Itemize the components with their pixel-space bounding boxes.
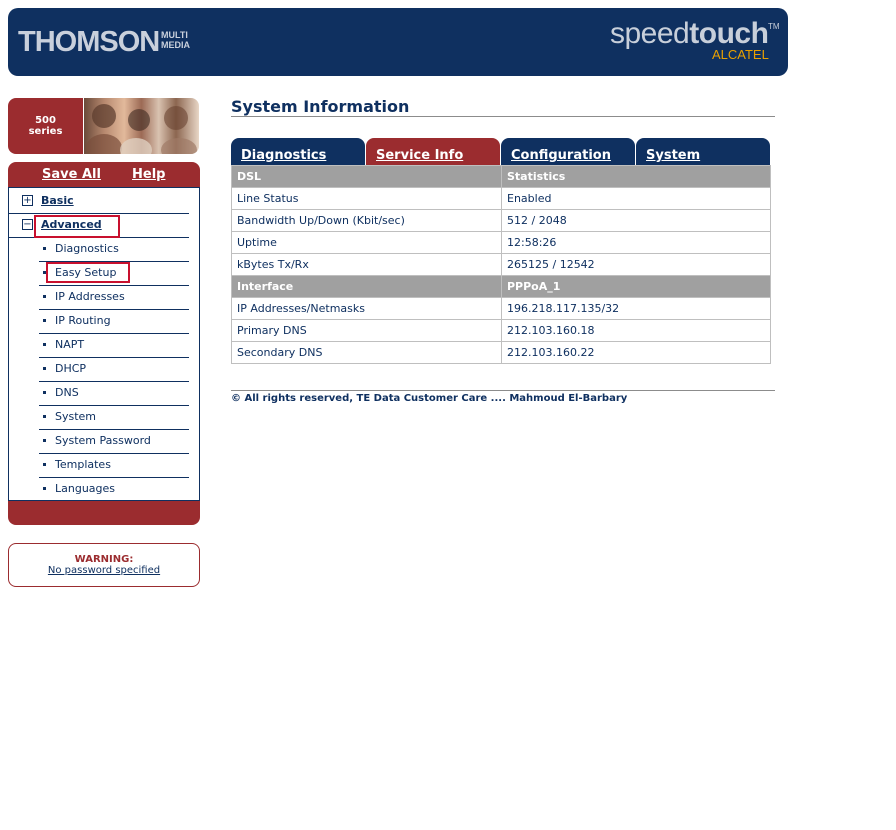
nav-subitem-dns[interactable] — [39, 381, 189, 406]
alcatel-logo: ALCATEL — [712, 47, 769, 62]
save-all-link[interactable]: Save All — [42, 167, 101, 182]
table-cell-value: 212.103.160.18 — [502, 320, 771, 342]
bullet-icon — [43, 343, 46, 346]
footer-divider — [231, 390, 775, 391]
table-cell-label: kBytes Tx/Rx — [232, 254, 502, 276]
nav-subitem-label[interactable]: IP Addresses — [55, 290, 125, 303]
easy-setup-highlight-box — [46, 262, 130, 283]
nav-footer-bar — [8, 501, 200, 525]
table-cell-label: Bandwidth Up/Down (Kbit/sec) — [232, 210, 502, 232]
table-cell-value: 196.218.117.135/32 — [502, 298, 771, 320]
table-cell-value: PPPoA_1 — [502, 276, 771, 298]
tab-configuration[interactable] — [501, 138, 635, 165]
nav-subitem-label[interactable]: DHCP — [55, 362, 87, 375]
nav-subitem-ip-routing[interactable] — [39, 309, 189, 334]
table-cell-value: 212.103.160.22 — [502, 342, 771, 364]
speedtouch-logo: speedtouch — [610, 17, 769, 50]
table-cell-value: Enabled — [502, 188, 771, 210]
nav-subitem-label[interactable]: Easy Setup — [55, 266, 117, 279]
nav-subitem-label[interactable]: IP Routing — [55, 314, 111, 327]
nav-subitem-napt[interactable] — [39, 333, 189, 358]
bullet-icon — [43, 391, 46, 394]
tab-label[interactable]: System — [646, 148, 701, 163]
plus-icon[interactable]: + — [23, 195, 32, 206]
bullet-icon — [43, 319, 46, 322]
nav-item-label[interactable]: Advanced — [41, 218, 102, 231]
table-cell-value: 512 / 2048 — [502, 210, 771, 232]
table-cell-value: 265125 / 12542 — [502, 254, 771, 276]
copyright-footer: © All rights reserved, TE Data Customer Care .... Mahmoud El-Barbary — [231, 393, 628, 404]
bullet-icon — [43, 247, 46, 250]
nav-item-label[interactable]: Basic — [41, 194, 74, 207]
table-cell-label: Interface — [232, 276, 502, 298]
nav-header-bar — [8, 162, 200, 187]
nav-subitem-label[interactable]: Languages — [55, 482, 116, 495]
nav-item-basic[interactable] — [9, 189, 189, 214]
series-number: 500 — [35, 115, 56, 126]
bullet-icon — [43, 487, 46, 490]
table-cell-label: DSL — [232, 166, 502, 188]
table-row — [232, 320, 771, 342]
bullet-icon — [43, 439, 46, 442]
nav-subitem-diagnostics[interactable] — [39, 237, 189, 262]
tab-service-info[interactable] — [366, 138, 500, 165]
tab-system[interactable] — [636, 138, 770, 165]
table-cell-value: Statistics — [502, 166, 771, 188]
table-row — [232, 232, 771, 254]
bullet-icon — [43, 295, 46, 298]
nav-subitem-label[interactable]: Diagnostics — [55, 242, 119, 255]
tab-label[interactable]: Diagnostics — [241, 148, 327, 163]
title-divider — [231, 116, 775, 117]
tab-diagnostics[interactable] — [231, 138, 365, 165]
warning-title: WARNING: — [74, 554, 134, 565]
table-cell-label: Secondary DNS — [232, 342, 502, 364]
table-row — [232, 188, 771, 210]
people-photo-image — [84, 98, 199, 154]
bullet-icon — [43, 463, 46, 466]
table-cell-label: Line Status — [232, 188, 502, 210]
nav-subitem-label[interactable]: System Password — [55, 434, 151, 447]
bullet-icon — [43, 367, 46, 370]
page-title: System Information — [231, 97, 410, 116]
bullet-icon — [43, 415, 46, 418]
nav-subitem-dhcp[interactable] — [39, 357, 189, 382]
nav-subitem-label[interactable]: System — [55, 410, 97, 423]
table-row — [232, 254, 771, 276]
tab-label[interactable]: Configuration — [511, 148, 611, 163]
warning-box — [8, 543, 200, 587]
nav-subitem-label[interactable]: DNS — [55, 386, 79, 399]
tab-label[interactable]: Service Info — [376, 148, 464, 163]
table-section-header — [232, 276, 771, 298]
nav-subitem-languages[interactable] — [39, 477, 189, 501]
nav-subitem-label[interactable]: NAPT — [55, 338, 85, 351]
series-label: series — [28, 126, 63, 137]
minus-icon[interactable]: − — [23, 219, 32, 230]
system-info-table — [231, 165, 771, 364]
no-password-link[interactable]: No password specified — [47, 565, 161, 576]
nav-subitem-templates[interactable] — [39, 453, 189, 478]
multimedia-logo-text: MULTI MEDIA — [161, 30, 190, 50]
nav-subitem-label[interactable]: Templates — [55, 458, 111, 471]
table-row — [232, 298, 771, 320]
thomson-logo: THOMSON — [18, 26, 160, 58]
table-row — [232, 342, 771, 364]
nav-subitem-system[interactable] — [39, 405, 189, 430]
table-cell-value: 12:58:26 — [502, 232, 771, 254]
nav-subitem-system-password[interactable] — [39, 429, 189, 454]
help-link[interactable]: Help — [132, 167, 166, 182]
table-cell-label: IP Addresses/Netmasks — [232, 298, 502, 320]
table-cell-label: Primary DNS — [232, 320, 502, 342]
table-section-header — [232, 166, 771, 188]
nav-subitem-ip-addresses[interactable] — [39, 285, 189, 310]
photo-silhouettes — [84, 98, 199, 154]
table-cell-label: Uptime — [232, 232, 502, 254]
series-badge — [8, 98, 83, 154]
table-row — [232, 210, 771, 232]
advanced-highlight-box — [34, 215, 120, 238]
trademark-mark: TM — [768, 22, 780, 31]
